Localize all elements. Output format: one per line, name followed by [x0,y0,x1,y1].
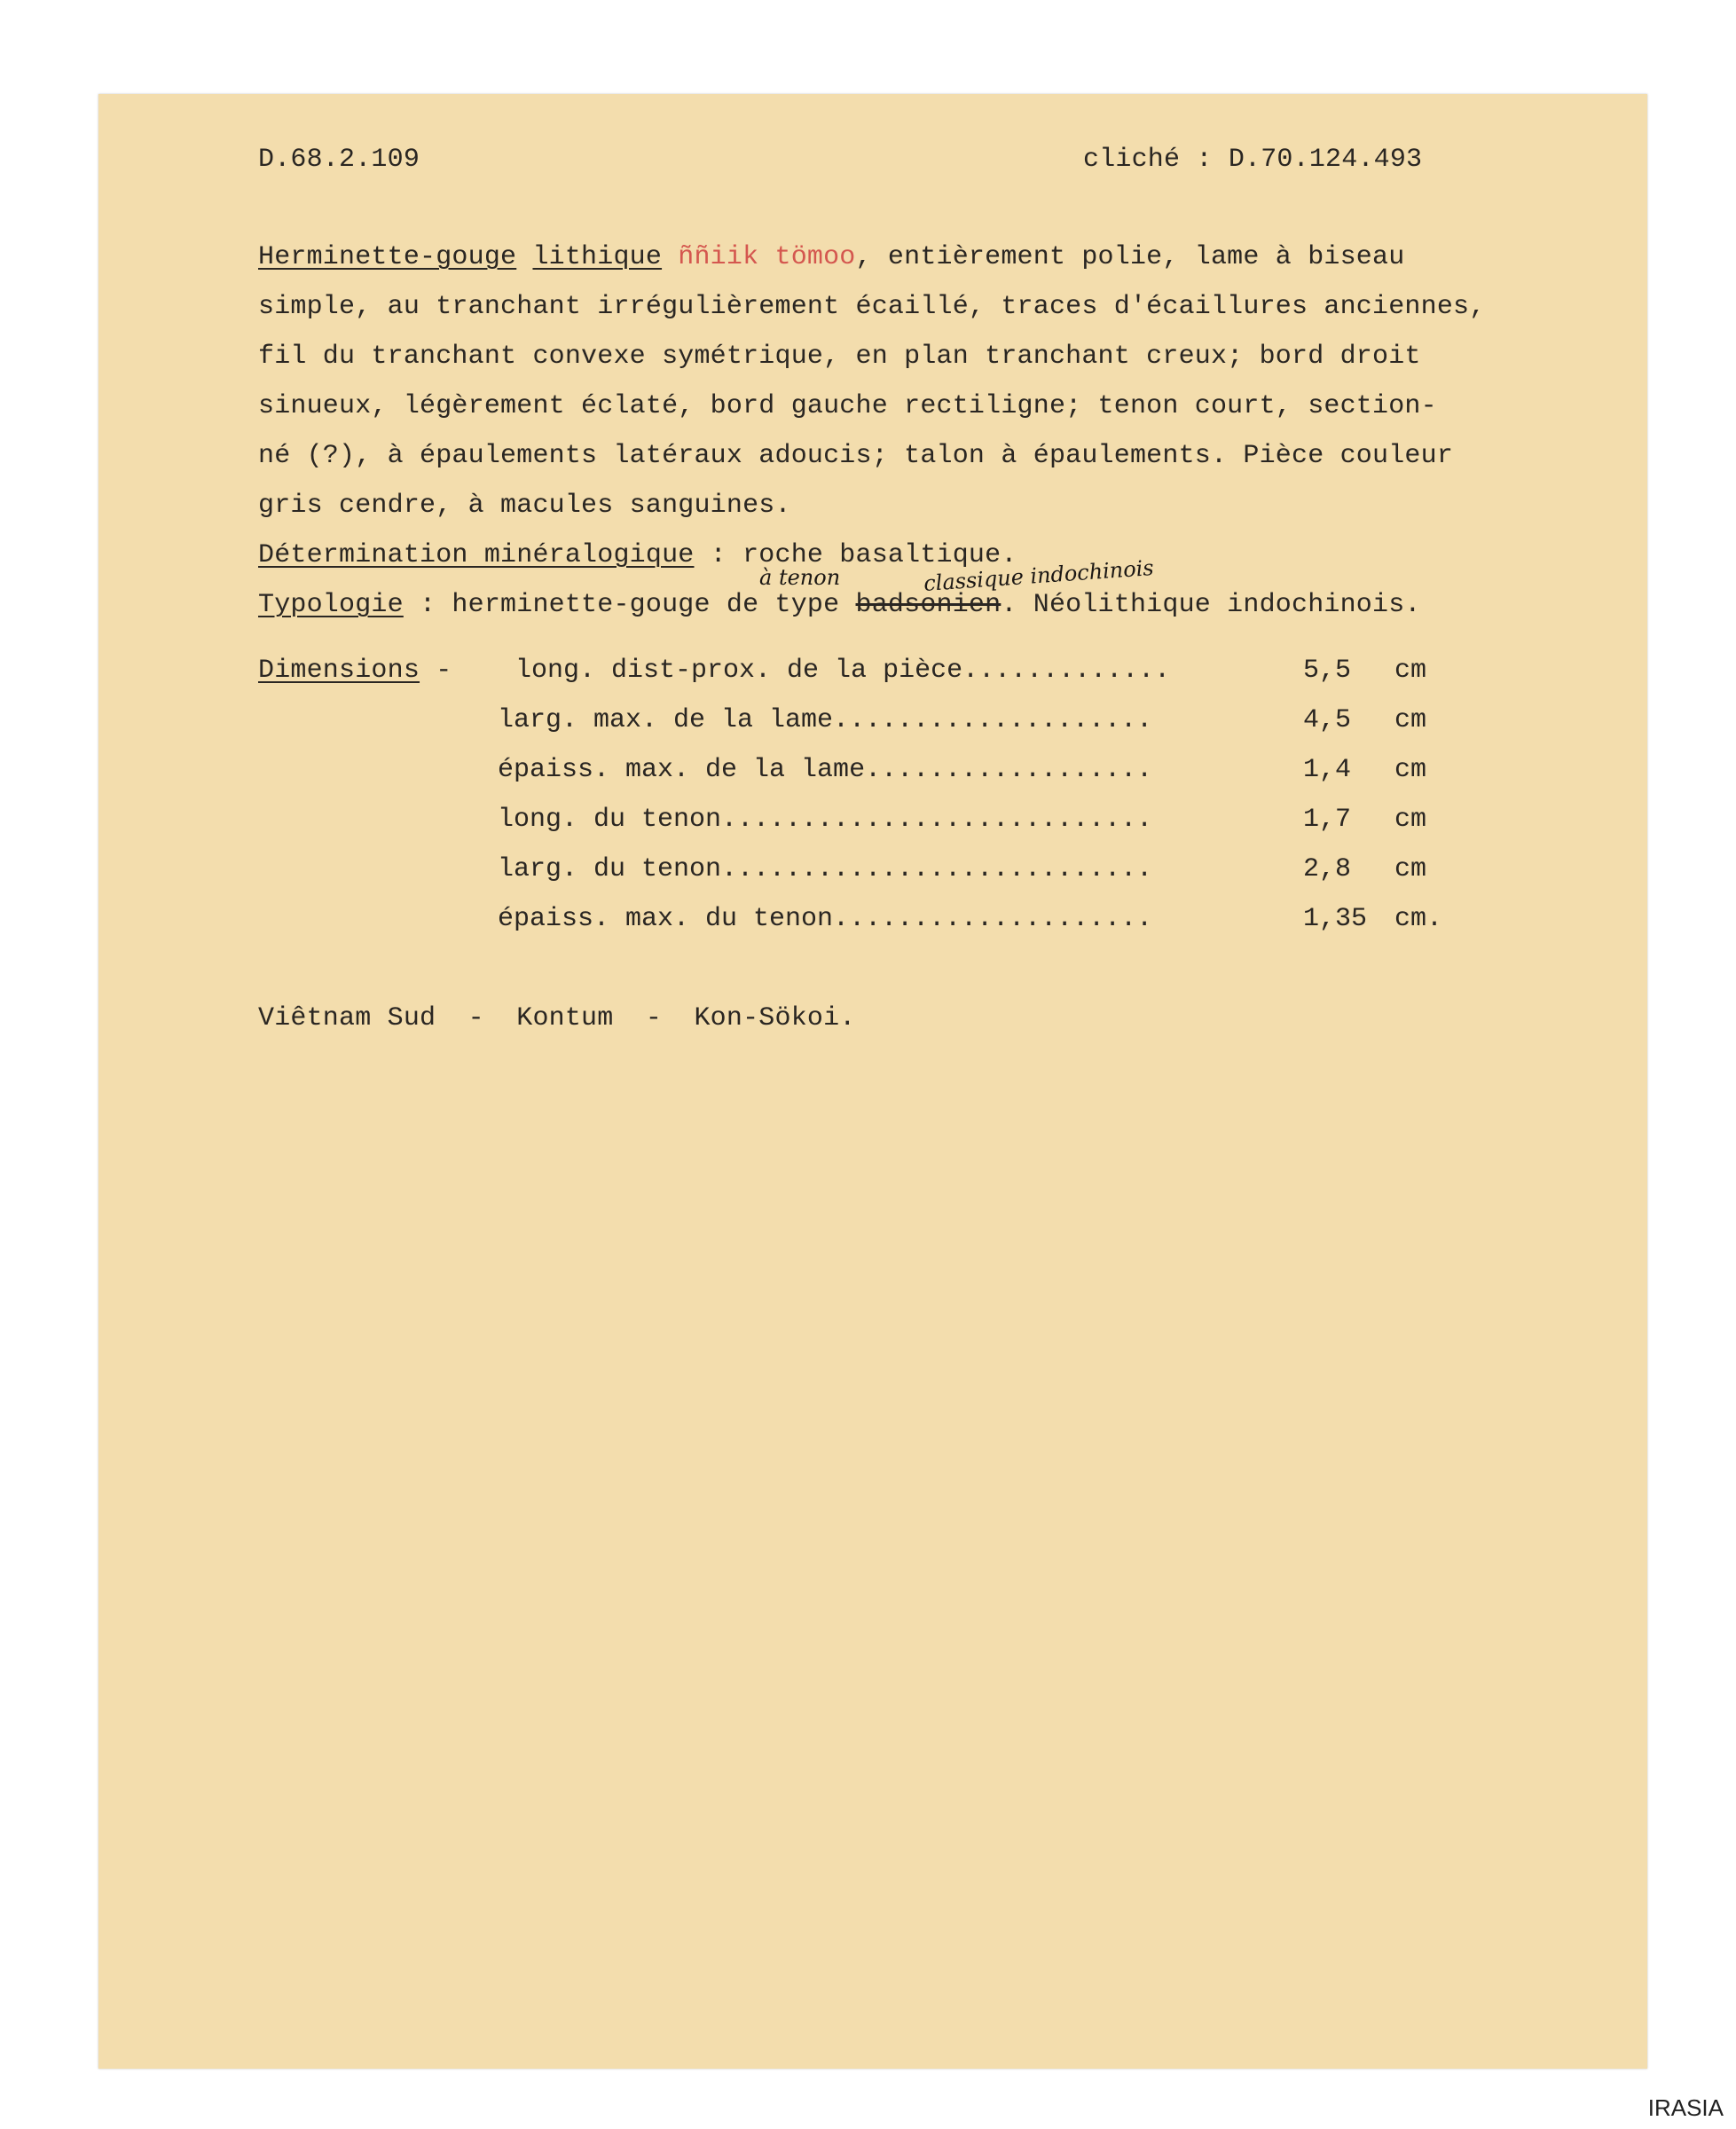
typologie-struck-word: badsonien [855,590,1002,620]
cliche-reference: cliché : D.70.124.493 [1083,145,1423,175]
dimension-row-unit: cm [1394,755,1427,785]
dimension-row-unit: cm [1394,805,1427,835]
dimension-row-unit: cm [1394,705,1427,735]
dimension-row-unit: cm. [1394,904,1443,934]
description-line-2: simple, au tranchant irrégulièrement écaillé, traces d'écaillures anciennes, [258,292,1486,322]
dimension-row-unit: cm [1394,854,1427,884]
dimension-row-value: 5,5 [1303,656,1352,686]
dimensions-dash: - [436,656,452,686]
watermark-logo: IRASIA [1647,2094,1724,2121]
dimension-row-label: long. du tenon........................... [498,805,1153,835]
dimension-row-label: larg. max. de la lame.................... [498,705,1153,735]
typologie-line [258,589,1421,621]
dimension-row-label: long. dist-prox. de la pièce............. [515,656,1171,686]
determination-value: : roche basaltique. [694,540,1017,570]
dimension-row-value: 1,35 [1303,904,1368,934]
description-line-6: gris cendre, à macules sanguines. [258,491,791,521]
dimension-row-label: larg. du tenon........................... [498,854,1153,884]
determination-line [258,539,1017,571]
dimension-row-value: 1,4 [1303,755,1352,785]
index-card [98,94,1647,2069]
dimensions-label: Dimensions [258,656,420,686]
description-line-4: sinueux, légèrement éclaté, bord gauche rectiligne; tenon court, section- [258,391,1437,421]
typologie-post: . Néolithique indochinois. [1001,590,1421,620]
material-term: lithique [532,242,663,272]
dimension-row-value: 1,7 [1303,805,1352,835]
dimension-row-unit: cm [1394,656,1427,686]
dimension-row-value: 4,5 [1303,705,1352,735]
local-name: ññiik tömoo [678,242,856,272]
determination-label: Détermination minéralogique [258,540,695,570]
dimension-row-label: épaiss. max. de la lame.................. [498,755,1153,785]
object-term: Herminette-gouge [258,242,517,272]
description-line-3: fil du tranchant convexe symétrique, en plan tranchant creux; bord droit [258,342,1421,372]
typologie-pre: : herminette-gouge de type [403,590,856,620]
dimensions-heading [258,655,452,687]
dimension-row-label: épaiss. max. du tenon.................... [498,904,1153,934]
description-line-1 [258,241,1404,273]
dimension-row-value: 2,8 [1303,854,1352,884]
description-line-1-rest: , entièrement polie, lame à biseau [855,242,1405,272]
handwritten-annotation-tenon: à tenon [759,565,841,590]
handwritten-annotation-indochinois: classique indochinois [923,554,1155,597]
provenance-location: Viêtnam Sud - Kontum - Kon-Sökoi. [258,1003,856,1033]
inventory-number: D.68.2.109 [258,145,420,175]
description-line-5: né (?), à épaulements latéraux adoucis; talon à épaulements. Pièce couleur [258,441,1454,471]
typologie-label: Typologie [258,590,404,620]
